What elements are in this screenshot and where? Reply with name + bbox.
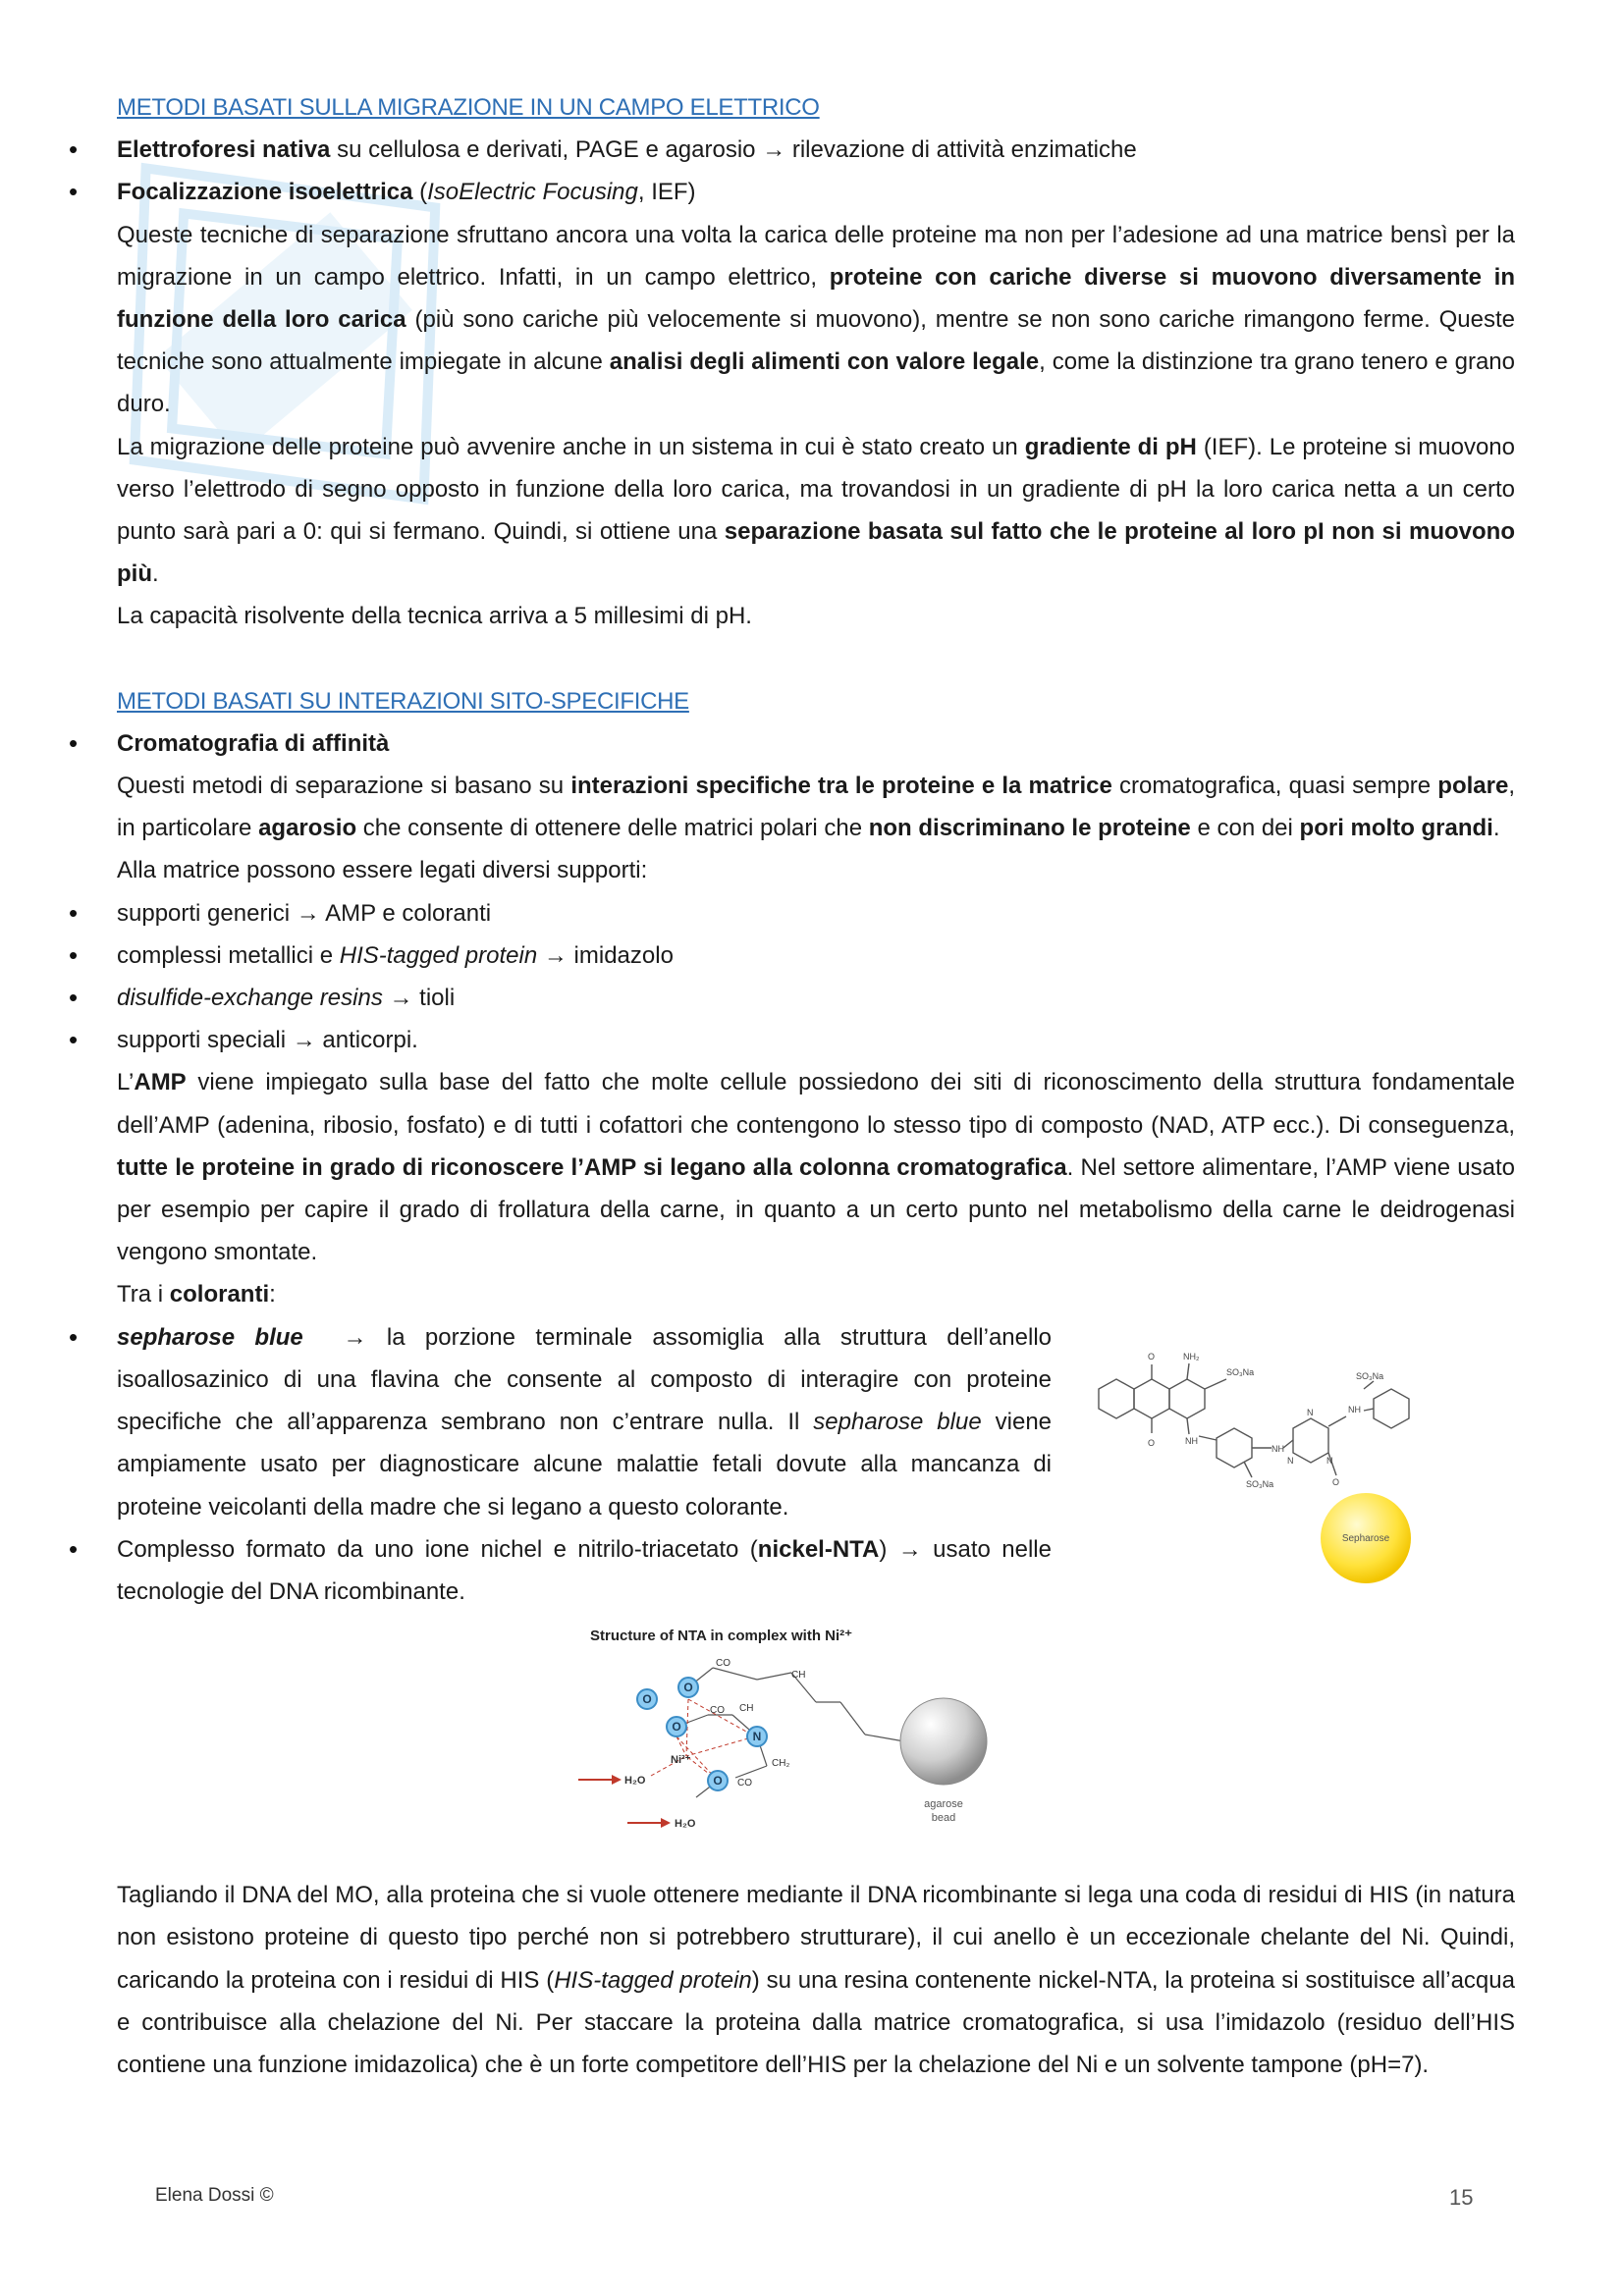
nickel-ion-label: Ni²⁺ — [671, 1754, 691, 1767]
atom-label: O — [672, 1720, 681, 1735]
blue-label: NH — [1185, 1435, 1198, 1446]
list-item-supporto: • supporti speciali → anticorpi. — [117, 1019, 1515, 1061]
blue-label: N — [1287, 1455, 1294, 1466]
atom-label: O — [683, 1681, 693, 1695]
agarose-bead — [900, 1698, 987, 1785]
bullet-nickel-nta: • Complesso formato da uno ione nichel e nitrilo-triacetato (nickel-NTA) → usato nelle tecnologie del DNA ricombinante. — [117, 1528, 1052, 1613]
bullet-sepharose-blue: • sepharose blue → la porzione terminale assomiglia alla struttura dell’anello isoallosazinico di una flavina che consente al composto di interagire con proteine specifiche che all’apparenza sembrano non c’entrare nulla. Il sepharose blue viene ampiamente usato per diagnosticare alcune malattie fetali dovute alla mancanza di proteine veicolanti della madre che si legano a questo colorante. — [117, 1316, 1052, 1528]
blue-label: NH₂ — [1183, 1351, 1200, 1362]
sepharose-blue-structure-figure — [1079, 1320, 1515, 1605]
section-title-sito-specifiche: METODI BASATI SU INTERAZIONI SITO-SPECIFICHE — [117, 687, 689, 715]
list-item-supporto: • supporti generici → AMP e coloranti — [117, 892, 1515, 934]
water-label: H₂O — [675, 1818, 696, 1831]
blue-label: SO₃Na — [1356, 1370, 1384, 1381]
arrow-icon: → — [897, 1535, 922, 1563]
bullet-cromatografia: • Cromatografia di affinità — [117, 722, 1515, 765]
nta-label: CH — [791, 1670, 806, 1682]
paragraph-capacita-risolvente: La capacità risolvente della tecnica arriva a 5 millesimi di pH. — [117, 603, 752, 630]
sepharose-block — [117, 1316, 1515, 1613]
nta-complex-figure — [570, 1619, 1061, 1864]
blue-label: N — [1326, 1455, 1333, 1466]
blue-label: O — [1148, 1351, 1156, 1362]
footer-author: Elena Dossi © — [155, 2185, 274, 2206]
atom-label: O — [713, 1774, 723, 1789]
nta-label: CO — [716, 1658, 730, 1670]
nta-label: CO — [737, 1778, 752, 1789]
arrow-icon: → — [343, 1323, 367, 1351]
paragraph-his-tag: Tagliando il DNA del MO, alla proteina che si vuole ottenere mediante il DNA ricombinante si lega una coda di residui di HIS (in natura non esistono proteine di questo tipo perché non si potrebbero strutturare), il cui anello è un eccezionale chelante del Ni. Quindi, caricando la proteina con i residui di HIS (HIS-tagged protein) su una resina contenente nickel-NTA, la proteina si sostituisce all’acqua e contribuisce alla chelazione del Ni. Per staccare la proteina dalla matrice cromatografica, si usa l’imidazolo (residuo dell’HIS contiene una funzione imidazolica) che è un forte competitore dell’HIS per la chelazione del Ni e un solvente tampone (pH=7). — [117, 1882, 1515, 2078]
blue-label: SO₃Na — [1246, 1478, 1274, 1489]
section-title-migrazione: METODI BASATI SULLA MIGRAZIONE IN UN CAMPO ELETTRICO — [117, 94, 820, 121]
nta-figure-title: Structure of NTA in complex with Ni²⁺ — [590, 1628, 853, 1645]
agarose-label: agarose — [924, 1798, 963, 1811]
list-item-supporto: • complessi metallici e HIS-tagged protein → imidazolo — [117, 934, 1515, 977]
blue-label: NH — [1348, 1404, 1361, 1415]
arrow-icon: → — [543, 941, 568, 969]
atom-label: N — [752, 1730, 762, 1744]
sepharose-label: Sepharose — [1341, 1532, 1390, 1544]
paragraph-supporti-intro: Alla matrice possono essere legati diversi supporti: — [117, 857, 648, 884]
blue-label: O — [1148, 1437, 1156, 1448]
paragraph-coloranti: Tra i coloranti: — [117, 1281, 276, 1308]
nta-label: CH — [739, 1703, 754, 1715]
bead-label: bead — [931, 1812, 956, 1825]
page-content — [117, 86, 1515, 2086]
bullet-focalizzazione: • Focalizzazione isoelettrica (IsoElectric Focusing, IEF) — [117, 171, 1515, 213]
blue-label: O — [1332, 1476, 1340, 1487]
page-number: 15 — [1449, 2185, 1474, 2210]
list-item-supporto: • disulfide-exchange resins → tioli — [117, 977, 1515, 1019]
water-label: H₂O — [624, 1775, 646, 1788]
arrow-icon: → — [296, 899, 320, 927]
paragraph-affinita: Questi metodi di separazione si basano su interazioni specifiche tra le proteine e la matrice cromatografica, quasi sempre polare, in particolare agarosio che consente di ottenere delle matrici polari che non discriminano le proteine e con dei pori molto grandi. — [117, 773, 1515, 842]
blue-label: NH — [1271, 1443, 1284, 1454]
blue-label: N — [1307, 1407, 1314, 1417]
paragraph-gradiente-ph: La migrazione delle proteine può avvenire anche in un sistema in cui è stato creato un gradiente di pH (IEF). Le proteine si muovono verso l’elettrodo di segno opposto in funzione della loro carica, ma trovandosi in un gradiente di pH la loro carica netta a un certo punto sarà pari a 0: qui si fermano. Quindi, si ottiene una separazione basata sul fatto che le proteine al loro pI non si muovono più. — [117, 433, 1515, 588]
nta-label: CH₂ — [772, 1758, 790, 1770]
nta-label: CO — [710, 1705, 725, 1717]
paragraph-amp: L’AMP viene impiegato sulla base del fatto che molte cellule possiedono dei siti di riconoscimento della struttura fondamentale dell’AMP (adenina, ribosio, fosfato) e di tutti i cofattori che contengono lo stesso tipo di composto (NAD, ATP ecc.). Di conseguenza, tutte le proteine in grado di riconoscere l’AMP si legano alla colonna cromatografica. Nel settore alimentare, l’AMP viene usato per esempio per capire il grado di frollatura della carne, in quanto a un certo punto nel metabolismo della carne le deidrogenasi vengono smontate. — [117, 1069, 1515, 1266]
arrow-icon: → — [292, 1027, 316, 1054]
paragraph-campo-elettrico: Queste tecniche di separazione sfruttano ancora una volta la carica delle proteine ma non per l’adesione ad una matrice bensì per la migrazione in un campo elettrico. Infatti, in un campo elettrico, proteine con cariche diverse si muovono diversamente in funzione della loro carica (più sono cariche più velocemente si muovono), mentre se non sono cariche rimangono ferme. Queste tecniche sono attualmente impiegate in alcune analisi degli alimenti con valore legale, come la distinzione tra grano tenero e grano duro. — [117, 221, 1515, 418]
arrow-icon: → — [389, 985, 413, 1012]
arrow-icon: → — [762, 136, 786, 164]
bullet-elettroforesi: • Elettroforesi nativa su cellulosa e derivati, PAGE e agarosio → rilevazione di attività enzimatiche — [117, 129, 1515, 171]
blue-label: SO₃Na — [1226, 1366, 1255, 1377]
atom-label: O — [642, 1692, 652, 1707]
